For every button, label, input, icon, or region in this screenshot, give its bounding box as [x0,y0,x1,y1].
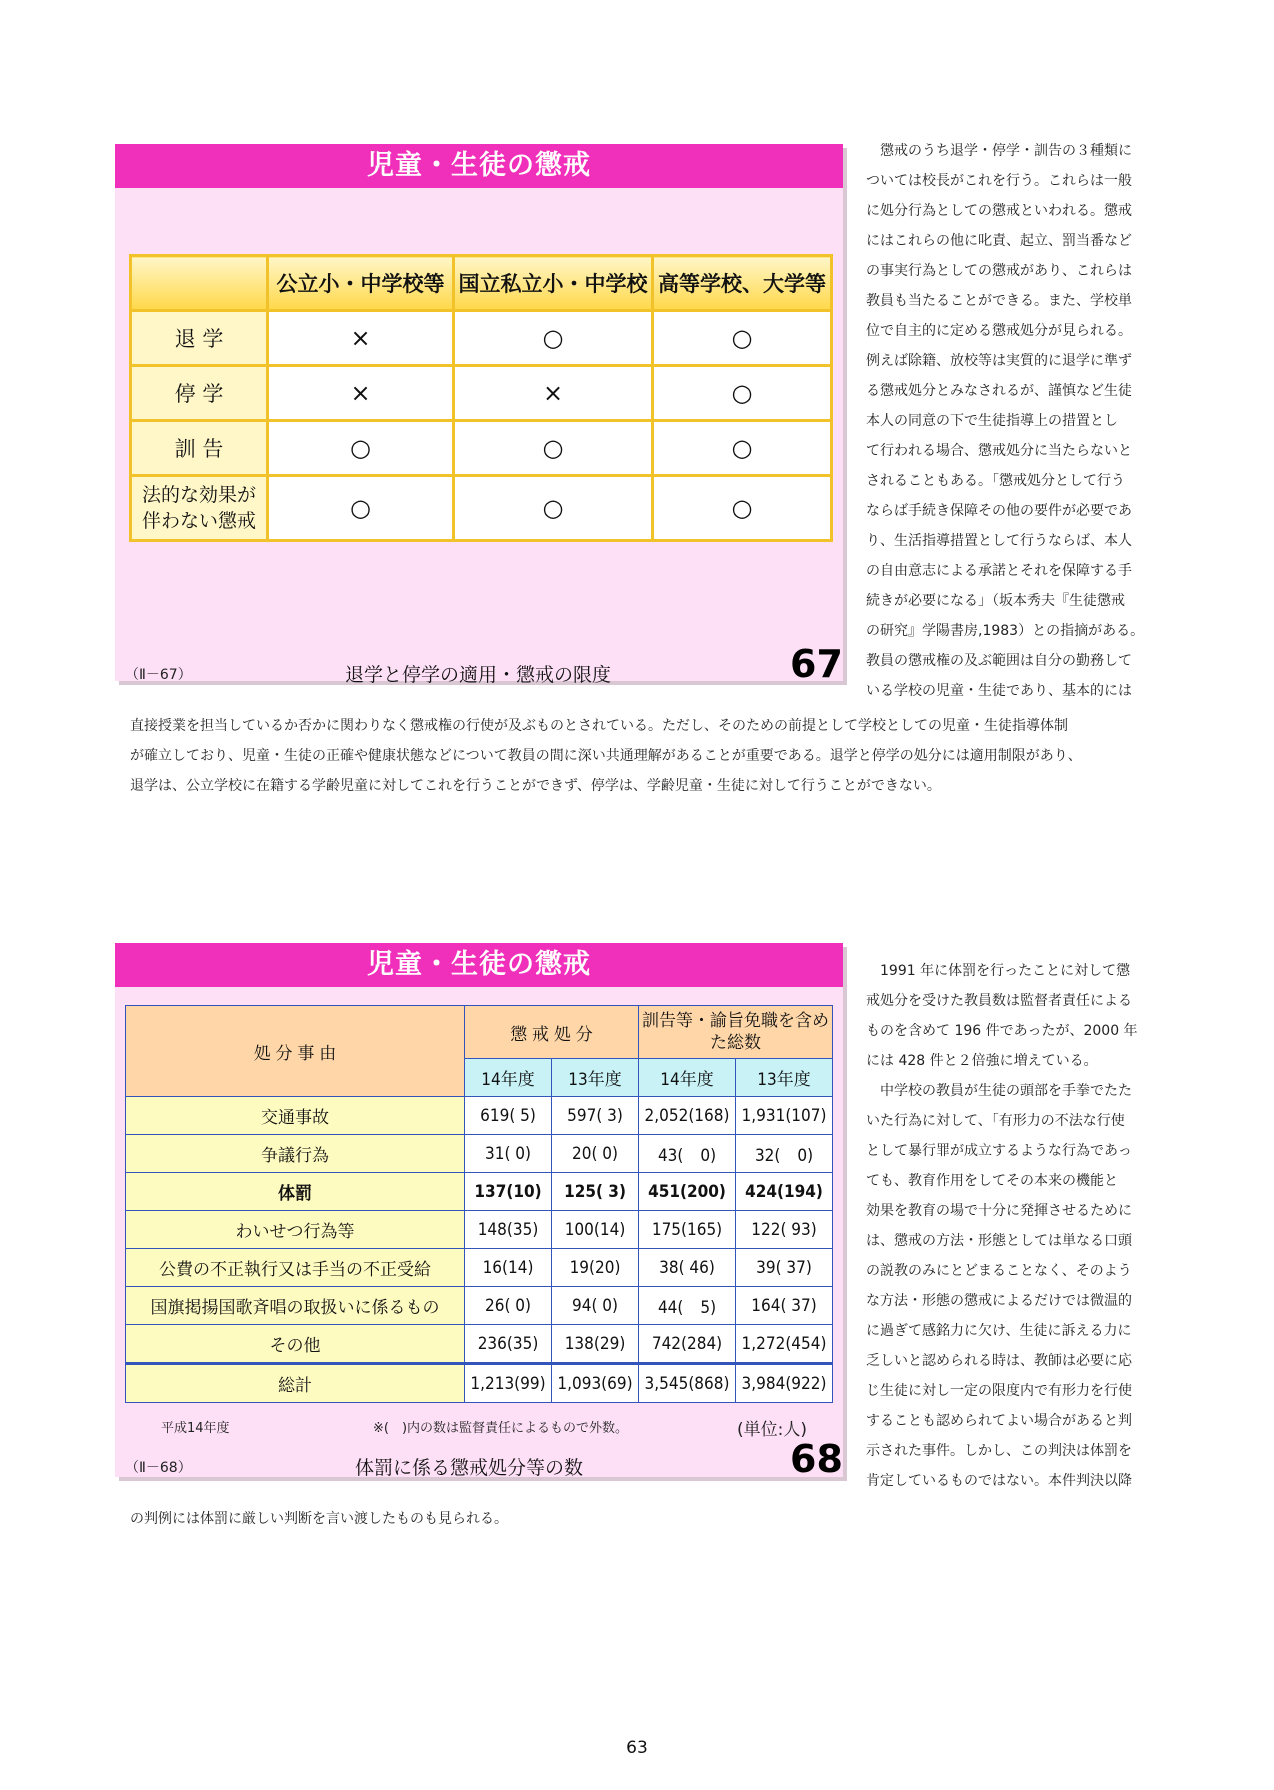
row-label: 訓 告 [131,421,268,476]
slide-caption: 退学と停学の適用・懲戒の限度 [345,664,612,686]
text-line: に処分行為としての懲戒といわれる。懲戒 [866,203,1132,219]
header-year: 14年度 [639,1059,736,1097]
text-line: ならば手続き保障その他の要件が必要であ [866,503,1132,519]
page-number: 63 [626,1738,648,1758]
table-row [126,1173,833,1211]
value-cell: 1,213(99) [465,1364,552,1403]
punishment-count-table [125,1005,833,1403]
text-line: 位で自主的に定める懲戒処分が見られる。 [866,323,1132,339]
text-line: 効果を教育の場で十分に発揮させるために [866,1203,1132,1219]
text-line: 示された事件。しかし、この判決は体罰を [866,1443,1132,1459]
value-cell: 742(284) [639,1325,736,1364]
body-text-side-2 [866,956,1166,1496]
value-cell: 597( 3) [552,1097,639,1135]
text-line: 戒処分を受けた教員数は監督者責任による [866,993,1132,1009]
value-cell: 619( 5) [465,1097,552,1135]
value-cell: 19(20) [552,1249,639,1287]
text-line: することも認められてよい場合があると判 [866,1413,1132,1429]
text-line: には 428 件と２倍強に増えている。 [866,1053,1098,1069]
text-line: の事実行為としての懲戒があり、これらは [866,263,1132,279]
table-row [126,1249,833,1287]
body-text-full-2 [130,1504,1160,1534]
body-text-full-1 [130,711,1160,801]
text-line: されることもある。「懲戒処分として行う [866,473,1125,489]
value-cell: 175(165) [639,1211,736,1249]
value-cell: 2,052(168) [639,1097,736,1135]
note-paren: ※( )内の数は監督責任によるもので外数。 [373,1421,629,1436]
value-cell: 1,931(107) [736,1097,833,1135]
mark-cell: × [454,366,653,421]
row-label: 交通事故 [126,1097,465,1135]
mark-cell: × [268,311,454,366]
table-row [126,1097,833,1135]
text-line: にはこれらの他に叱責、起立、罰当番など [866,233,1132,249]
text-line: り、生活指導措置として行うならば、本人 [866,533,1132,549]
slide-code: （Ⅱ－67） [125,667,192,683]
header-public: 公立小・中学校等 [268,256,454,311]
value-cell: 38( 46) [639,1249,736,1287]
slide-67 [115,144,843,686]
note-unit: (単位:人) [737,1420,807,1440]
value-cell: 100(14) [552,1211,639,1249]
table-header-row [131,256,832,311]
mark-cell: ○ [454,476,653,541]
value-cell: 1,272(454) [736,1325,833,1364]
text-line: 乏しいと認められる時は、教師は必要に応 [866,1353,1132,1369]
text-line: 教員も当たることができる。また、学校単 [866,293,1132,309]
mark-cell: ○ [454,311,653,366]
mark-cell: ○ [268,421,454,476]
text-line: 中学校の教員が生徒の頭部を手拳でたた [866,1083,1132,1099]
header-year: 14年度 [465,1059,552,1097]
text-line: が確立しており、児童・生徒の正確や健康状態などについて教員の間に深い共通理解があることが重要である。退学と停学の処分には適用制限があり、 [130,748,1082,764]
table-row [131,311,832,366]
text-line: いた行為に対して、「有形力の不法な行使 [866,1113,1125,1129]
text-line: じ生徒に対し一定の限度内で有形力を行使 [866,1383,1132,1399]
text-line: ものを含めて 196 件であったが、2000 年 [866,1023,1138,1039]
value-cell: 44( 5) [639,1287,736,1325]
row-label: 総計 [126,1364,465,1403]
value-cell: 3,984(922) [736,1364,833,1403]
value-cell: 451(200) [639,1173,736,1211]
text-line: 本人の同意の下で生徒指導上の措置とし [866,413,1118,429]
header-total-incl: 訓告等・諭旨免職を含めた総数 [639,1006,833,1059]
text-line: 1991 年に体罰を行ったことに対して懲 [866,963,1131,979]
text-line: の研究』学陽書房,1983）との指摘がある。 [866,623,1145,639]
text-line: の自由意志による承諾とそれを保障する手 [866,563,1132,579]
row-label: 退 学 [131,311,268,366]
text-line: ついては校長がこれを行う。これらは一般 [866,173,1132,189]
value-cell: 1,093(69) [552,1364,639,1403]
row-label: 公費の不正執行又は手当の不正受給 [126,1249,465,1287]
value-cell: 236(35) [465,1325,552,1364]
slide-caption: 体罰に係る懲戒処分等の数 [355,1457,584,1479]
text-line: 懲戒のうち退学・停学・訓告の３種類に [866,143,1132,159]
text-line: 直接授業を担当しているか否かに関わりなく懲戒権の行使が及ぶものとされている。ただし、そのための前提として学校としての児童・生徒指導体制 [130,718,1068,734]
row-label: 国旗掲揚国歌斉唱の取扱いに係るもの [126,1287,465,1325]
header-year: 13年度 [552,1059,639,1097]
text-line: は、懲戒の方法・形態としては単なる口頭 [866,1233,1132,1249]
table-row [131,476,832,541]
text-line: として暴行罪が成立するような行為であっ [866,1143,1132,1159]
table-row [131,366,832,421]
table-row [126,1287,833,1325]
header-reason: 処 分 事 由 [126,1006,465,1097]
text-line: の説教のみにとどまることなく、そのよう [866,1263,1132,1279]
value-cell: 26( 0) [465,1287,552,1325]
header-empty [131,256,268,311]
value-cell: 164( 37) [736,1287,833,1325]
table-row [126,1135,833,1173]
text-line: な方法・形態の懲戒によるだけでは微温的 [866,1293,1132,1309]
text-line: の判例には体罰に厳しい判断を言い渡したものも見られる。 [130,1511,508,1527]
header-year: 13年度 [736,1059,833,1097]
mark-cell: × [268,366,454,421]
value-cell: 125( 3) [552,1173,639,1211]
slide-number: 68 [790,1437,843,1481]
value-cell: 137(10) [465,1173,552,1211]
text-line: ても、教育作用をしてその本来の機能と [866,1173,1118,1189]
mark-cell: ○ [454,421,653,476]
value-cell: 20( 0) [552,1135,639,1173]
value-cell: 32( 0) [736,1135,833,1173]
body-text-side-1 [866,136,1166,706]
text-line: に過ぎて感銘力に欠け、生徒に訴える力に [866,1323,1132,1339]
slide-68 [115,943,843,1481]
text-line: いる学校の児童・生徒であり、基本的には [866,683,1132,699]
mark-cell: ○ [653,476,832,541]
discipline-application-table [129,254,833,542]
text-line: 肯定しているものではない。本件判決以降 [866,1473,1132,1489]
row-label: 停 学 [131,366,268,421]
row-label: わいせつ行為等 [126,1211,465,1249]
note-year: 平成14年度 [161,1421,230,1436]
row-label: その他 [126,1325,465,1364]
row-label: 争議行為 [126,1135,465,1173]
slide-title: 児童・生徒の懲戒 [115,943,843,987]
row-label: 法的な効果が伴わない懲戒 [131,476,268,541]
table-row [126,1211,833,1249]
slide-number: 67 [790,642,843,686]
value-cell: 424(194) [736,1173,833,1211]
table-row [131,421,832,476]
slide-title: 児童・生徒の懲戒 [115,144,843,188]
header-high-school: 高等学校、大学等 [653,256,832,311]
text-line: 退学は、公立学校に在籍する学齢児童に対してこれを行うことができず、停学は、学齢児童・生徒に対して行うことができない。 [130,778,941,794]
value-cell: 43( 0) [639,1135,736,1173]
row-label: 体罰 [126,1173,465,1211]
mark-cell: ○ [653,366,832,421]
value-cell: 3,545(868) [639,1364,736,1403]
text-line: 続きが必要になる」（坂本秀夫『生徒懲戒 [866,593,1125,609]
mark-cell: ○ [653,311,832,366]
value-cell: 122( 93) [736,1211,833,1249]
text-line: 教員の懲戒権の及ぶ範囲は自分の勤務して [866,653,1132,669]
text-line: 例えば除籍、放校等は実質的に退学に準ず [866,353,1132,369]
value-cell: 31( 0) [465,1135,552,1173]
slide-code: （Ⅱ－68） [125,1460,192,1476]
text-line: て行われる場合、懲戒処分に当たらないと [866,443,1132,459]
table-row-total [126,1364,833,1403]
value-cell: 39( 37) [736,1249,833,1287]
text-line: る懲戒処分とみなされるが、謹慎など生徒 [866,383,1132,399]
mark-cell: ○ [268,476,454,541]
header-national-private: 国立私立小・中学校 [454,256,653,311]
header-discipline: 懲 戒 処 分 [465,1006,639,1059]
table-row [126,1325,833,1364]
value-cell: 94( 0) [552,1287,639,1325]
value-cell: 148(35) [465,1211,552,1249]
value-cell: 16(14) [465,1249,552,1287]
mark-cell: ○ [653,421,832,476]
value-cell: 138(29) [552,1325,639,1364]
